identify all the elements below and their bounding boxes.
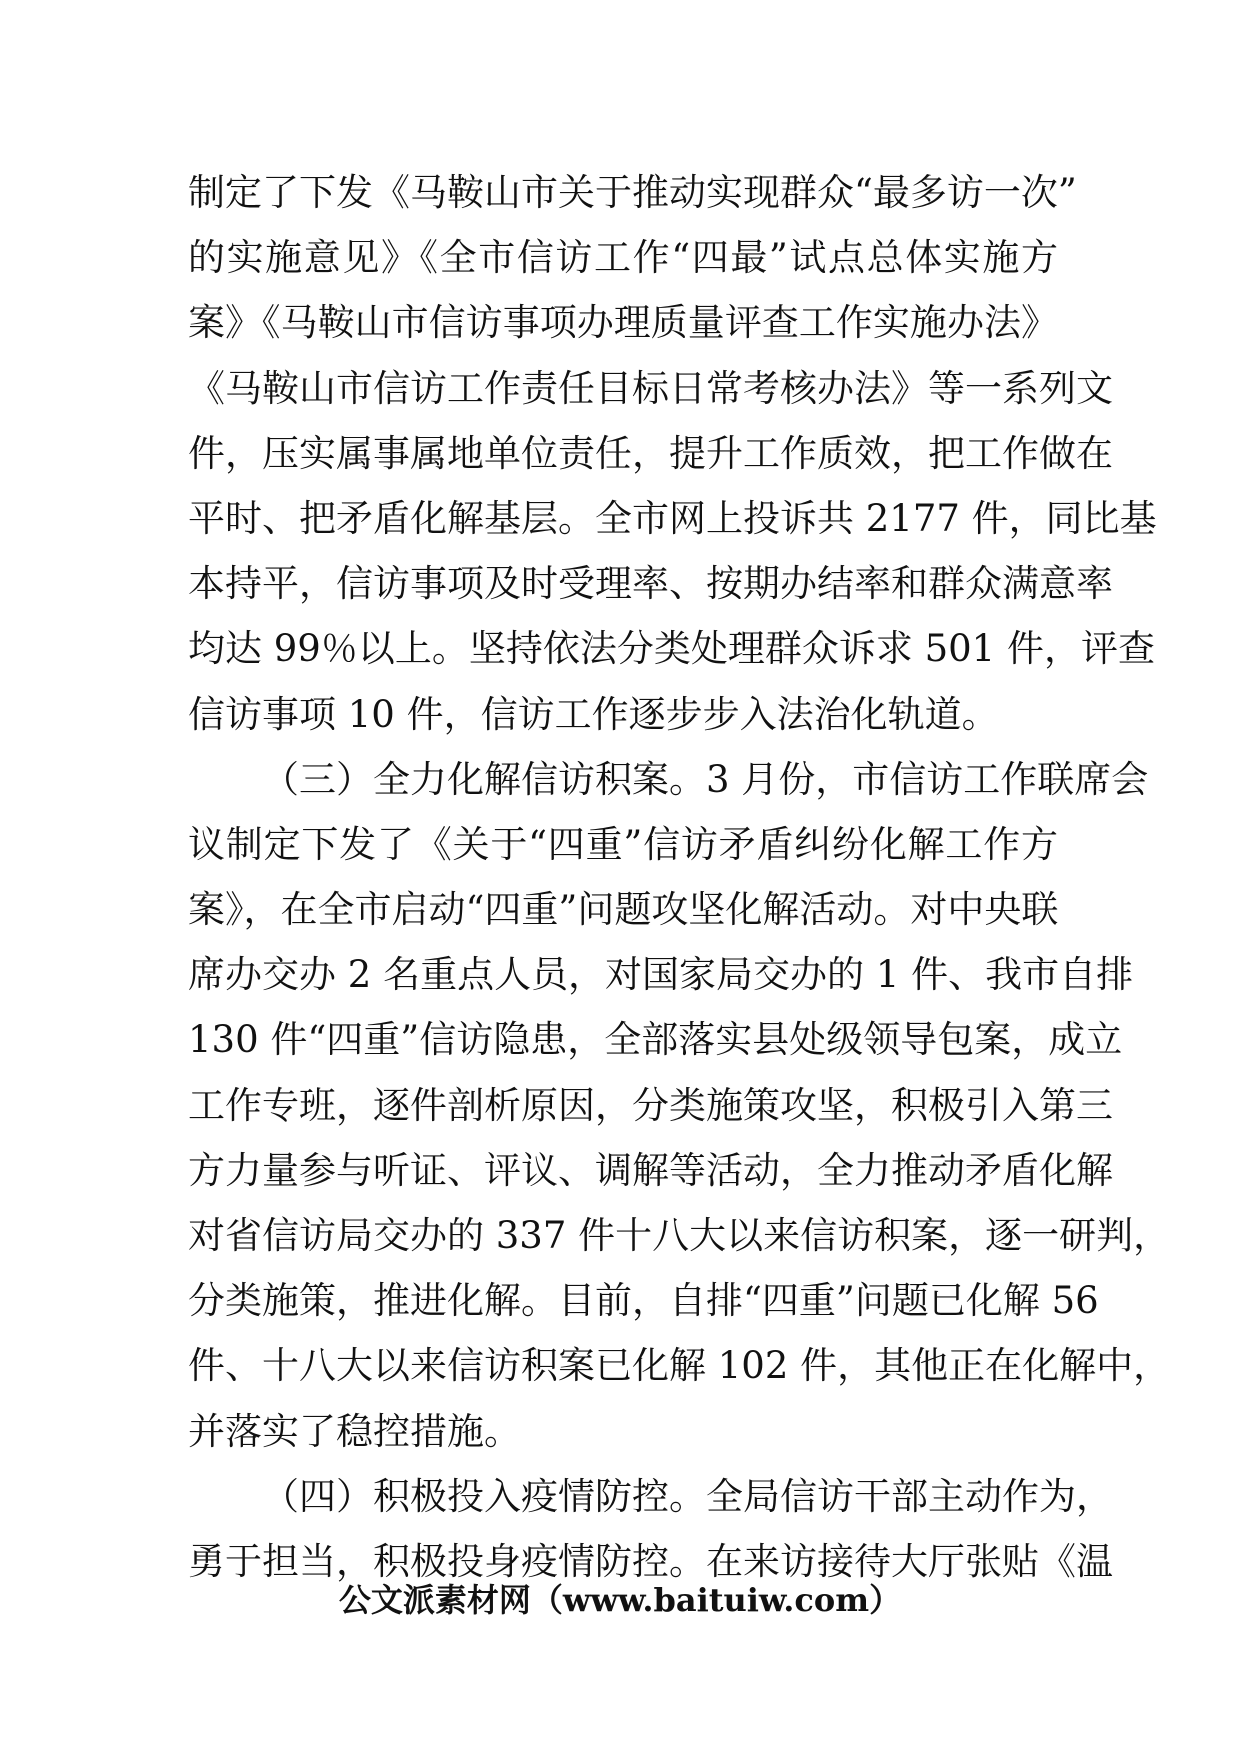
text-line: 制定了下发《马鞍山市关于推动实现群众“最多访一次” [188,171,1077,214]
text-line: 本持平，信访事项及时受理率、按期办结率和群众满意率 [188,562,1113,606]
text-line: 平时、把矛盾化解基层。全市网上投诉共 2177 件，同比基 [188,496,1157,540]
text-line: 席办交办 2 名重点人员，对国家局交办的 1 件、我市自排 [188,953,1134,997]
text-line: 件、十八大以来信访积案已化解 102 件，其他正在化解中， [188,1344,1171,1388]
text-line: 对省信访局交办的 337 件十八大以来信访积案，逐一研判， [188,1214,1171,1257]
text-line: 均达 99％以上。坚持依法分类处理群众诉求 501 件，评查 [188,627,1155,671]
text-line: 方力量参与听证、评议、调解等活动，全力推动矛盾化解 [188,1148,1113,1192]
text-line: 信访事项 10 件，信访工作逐步步入法治化轨道。 [188,692,999,736]
text-line: 分类施策，推进化解。目前，自排“四重”问题已化解 56 [188,1279,1099,1323]
text-line: 案》《马鞍山市信访事项办理质量评查工作实施办法》 [188,301,1058,345]
text-line: 的实施意见》《全市信访工作“四最”试点总体实施方 [188,236,1058,280]
text-line: 130 件“四重”信访隐患，全部落实县处级领导包案，成立 [188,1018,1123,1062]
text-line: 工作专班，逐件剖析原因，分类施策攻坚，积极引入第三 [188,1083,1113,1127]
section-heading-line: （三）全力化解信访积案。3 月份，市信访工作联席会 [262,757,1149,801]
body-text [188,160,1171,1594]
section-heading-line: （四）积极投入疫情防控。全局信访干部主动作为， [262,1474,1113,1518]
source-footer: 公文派素材网（www.baituiw.com） [338,1581,902,1619]
text-line: 件，压实属事属地单位责任，提升工作质效，把工作做在 [188,431,1113,475]
text-line: 议制定下发了《关于“四重”信访矛盾纠纷化解工作方 [188,822,1058,866]
text-line: 案》，在全市启动“四重”问题攻坚化解活动。对中央联 [188,888,1059,932]
text-line: 并落实了稳控措施。 [188,1409,521,1453]
text-line: 勇于担当，积极投身疫情防控。在来访接待大厅张贴《温 [188,1539,1113,1583]
text-line: 《马鞍山市信访工作责任目标日常考核办法》等一系列文 [188,366,1113,410]
